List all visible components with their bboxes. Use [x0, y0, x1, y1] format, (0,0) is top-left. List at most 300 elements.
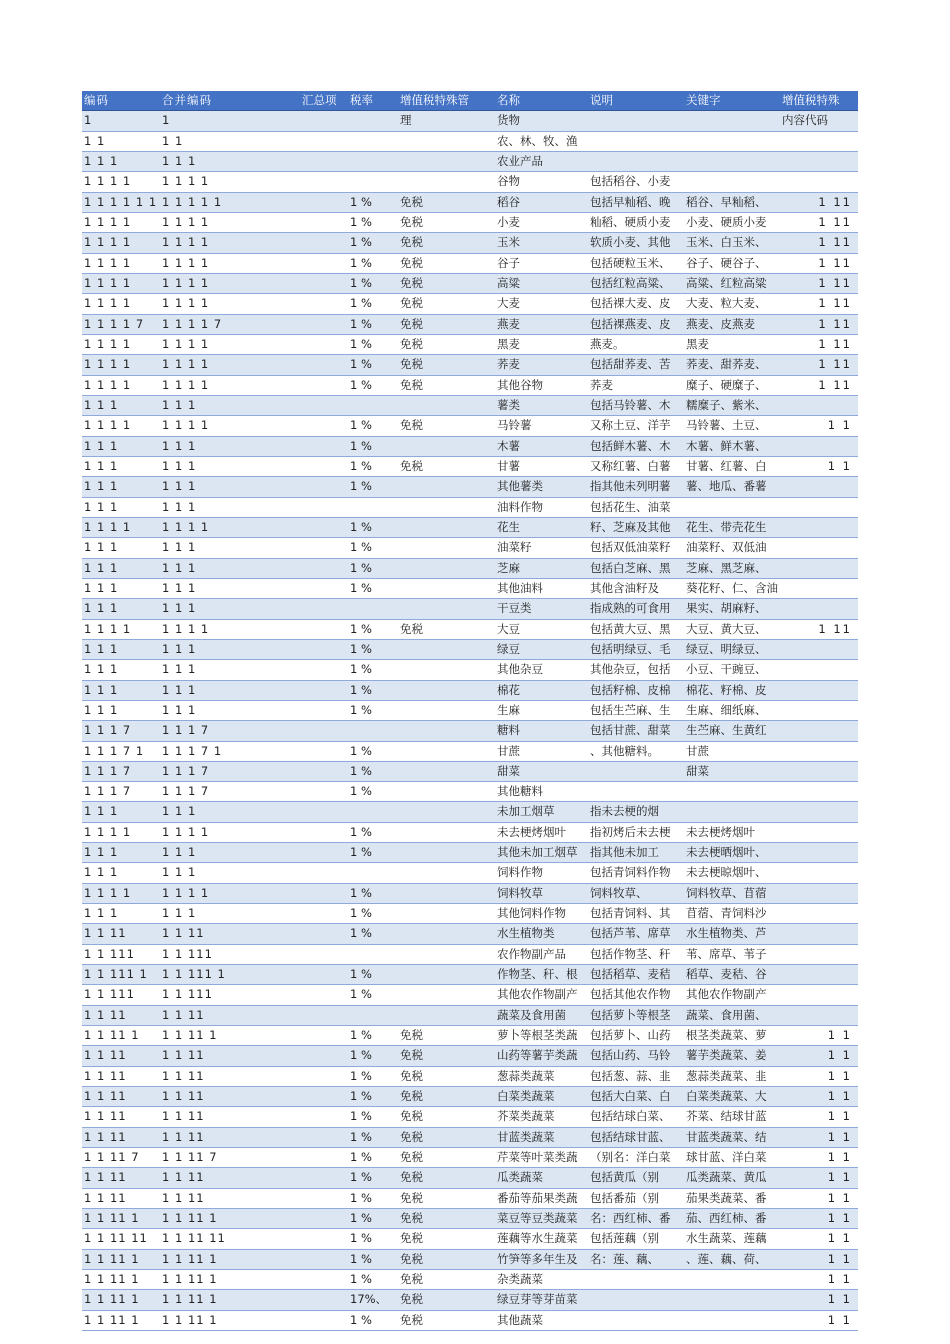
cell-name[interactable]: 大麦 [497, 296, 520, 311]
cell-merge-code[interactable]: 1 1 11 [162, 1190, 205, 1205]
cell-merge-code[interactable]: 1 1 1 [162, 580, 197, 595]
cell-keyword[interactable]: 甘薯、红薯、白 [686, 458, 767, 473]
cell-name[interactable]: 其他油料 [497, 580, 543, 595]
cell-code[interactable]: 1 [84, 113, 93, 128]
table-row[interactable] [82, 965, 858, 985]
cell-name[interactable]: 高粱 [497, 275, 520, 290]
cell-name[interactable]: 番茄等茄果类蔬 [497, 1190, 578, 1205]
cell-vat-special[interactable]: 免税 [400, 1109, 423, 1124]
cell-merge-code[interactable]: 1 1 1 1 [162, 357, 210, 372]
cell-keyword[interactable]: 糜子、硬糜子、 [686, 377, 767, 392]
cell-merge-code[interactable]: 1 1 1 [162, 153, 197, 168]
cell-code[interactable]: 1 1 11 [84, 1007, 127, 1022]
cell-description[interactable]: 包括硬粒玉米、 [590, 255, 671, 270]
cell-merge-code[interactable]: 1 1 1 [162, 682, 197, 697]
cell-code[interactable]: 1 1 11 1 [84, 1028, 140, 1043]
table-row[interactable] [82, 1229, 858, 1249]
cell-code[interactable]: 1 1 11 [84, 1068, 127, 1083]
cell-name[interactable]: 其他杂豆 [497, 662, 543, 677]
cell-keyword[interactable]: 瓜类蔬菜、黄瓜 [686, 1170, 767, 1185]
cell-code[interactable]: 1 1 1 [84, 865, 119, 880]
cell-name[interactable]: 饲料牧草 [497, 885, 543, 900]
cell-keyword[interactable]: 油菜籽、双低油 [686, 540, 767, 555]
cell-keyword[interactable]: 果实、胡麻籽、 [686, 601, 767, 616]
cell-keyword[interactable]: 未去梗烤烟叶 [686, 824, 755, 839]
table-row[interactable] [82, 396, 858, 416]
cell-tax-rate[interactable]: 1 % [350, 275, 372, 290]
cell-name[interactable]: 其他谷物 [497, 377, 543, 392]
cell-merge-code[interactable]: 1 1 11 [162, 1048, 205, 1063]
cell-name[interactable]: 瓜类蔬菜 [497, 1170, 543, 1185]
cell-description[interactable]: 包括双低油菜籽 [590, 540, 671, 555]
cell-name[interactable]: 山药等薯芋类蔬 [497, 1048, 578, 1063]
cell-description[interactable]: 包括红粒高粱、 [590, 275, 671, 290]
cell-merge-code[interactable]: 1 1 1 [162, 397, 197, 412]
cell-keyword[interactable]: 芥菜、结球甘蓝 [686, 1109, 767, 1124]
table-row[interactable] [82, 1128, 858, 1148]
cell-merge-code[interactable]: 1 1 1 1 [162, 519, 210, 534]
cell-keyword[interactable]: 稻草、麦秸、谷 [686, 967, 767, 982]
cell-description[interactable]: 指未去梗的烟 [590, 804, 659, 819]
cell-tax-rate[interactable]: 1 % [350, 967, 372, 982]
cell-merge-code[interactable]: 1 1 1 [162, 906, 197, 921]
cell-name[interactable]: 其他饲料作物 [497, 906, 566, 921]
cell-code[interactable]: 1 1 11 [84, 1170, 127, 1185]
cell-description[interactable]: 包括大白菜、白 [590, 1089, 671, 1104]
cell-vat-special[interactable]: 免税 [400, 1048, 423, 1063]
cell-merge-code[interactable]: 1 1 11 1 [162, 1292, 218, 1307]
table-row[interactable] [82, 1006, 858, 1026]
cell-merge-code[interactable]: 1 1 1 [162, 438, 197, 453]
table-row[interactable] [82, 335, 858, 355]
cell-keyword[interactable]: 茄、西红柿、番 [686, 1211, 767, 1226]
cell-name[interactable]: 小麦 [497, 214, 520, 229]
header-keyword[interactable]: 关键字 [686, 93, 721, 107]
cell-vat-special[interactable]: 免税 [400, 1129, 423, 1144]
cell-code[interactable]: 1 1 1 1 [84, 519, 132, 534]
cell-description[interactable]: 其他杂豆，包括 [590, 662, 671, 677]
cell-name[interactable]: 其他未加工烟草 [497, 845, 578, 860]
cell-tax-rate[interactable]: 1 % [350, 418, 372, 433]
cell-code[interactable]: 1 1 1 [84, 804, 119, 819]
cell-keyword[interactable]: 薯芋类蔬菜、姜 [686, 1048, 767, 1063]
cell-description[interactable]: 包括籽棉、皮棉 [590, 682, 671, 697]
cell-merge-code[interactable]: 1 1 1 1 [162, 275, 210, 290]
cell-keyword[interactable]: 稻谷、早籼稻、 [686, 194, 767, 209]
cell-tax-rate[interactable]: 1 % [350, 1150, 372, 1165]
cell-merge-code[interactable]: 1 1 1 1 [162, 255, 210, 270]
cell-vat-special[interactable]: 免税 [400, 1089, 423, 1104]
cell-vat-code-value[interactable]: 1 11 [818, 296, 852, 311]
header-summary[interactable]: 汇总项 [302, 93, 337, 107]
cell-merge-code[interactable]: 1 1 1 [162, 845, 197, 860]
cell-code[interactable]: 1 1 1 1 [84, 357, 132, 372]
cell-description[interactable]: 包括明绿豆、毛 [590, 641, 671, 656]
cell-code[interactable]: 1 1 1 [84, 682, 119, 697]
cell-merge-code[interactable]: 1 1 1 [162, 601, 197, 616]
cell-description[interactable]: 包括结球白菜、 [590, 1109, 671, 1124]
cell-code[interactable]: 1 1 1 7 [84, 763, 132, 778]
table-row[interactable] [82, 1148, 858, 1168]
cell-description[interactable]: 包括其他农作物 [590, 987, 671, 1002]
cell-name[interactable]: 黑麦 [497, 336, 520, 351]
cell-merge-code[interactable]: 1 1 1 [162, 641, 197, 656]
table-row[interactable] [82, 579, 858, 599]
table-row[interactable] [82, 1107, 858, 1127]
cell-keyword[interactable]: 、莲、藕、荷、 [686, 1251, 767, 1266]
cell-tax-rate[interactable]: 17%、 [350, 1292, 388, 1307]
cell-description[interactable]: 指初烤后未去梗 [590, 824, 671, 839]
cell-vat-special[interactable]: 免税 [400, 1068, 423, 1083]
cell-tax-rate[interactable]: 1 % [350, 1211, 372, 1226]
table-row[interactable] [82, 843, 858, 863]
table-row[interactable] [82, 518, 858, 538]
table-row[interactable] [82, 863, 858, 883]
cell-name[interactable]: 甘蓝类蔬菜 [497, 1129, 555, 1144]
cell-merge-code[interactable]: 1 1 1 1 [162, 824, 210, 839]
cell-vat-special[interactable]: 免税 [400, 214, 423, 229]
cell-tax-rate[interactable]: 1 % [350, 1190, 372, 1205]
cell-description[interactable]: 包括结球甘蓝、 [590, 1129, 671, 1144]
cell-code[interactable]: 1 1 11 1 [84, 1211, 140, 1226]
table-row[interactable] [82, 457, 858, 477]
table-row[interactable] [82, 599, 858, 619]
cell-keyword[interactable]: 未去梗晒烟叶、 [686, 845, 767, 860]
cell-code[interactable]: 1 1 1 1 1 1 [84, 194, 158, 209]
cell-merge-code[interactable]: 1 1 11 1 [162, 1211, 218, 1226]
cell-name[interactable]: 芝麻 [497, 560, 520, 575]
cell-description[interactable]: 包括山药、马铃 [590, 1048, 671, 1063]
cell-code[interactable]: 1 1 1 [84, 702, 119, 717]
table-row[interactable] [82, 477, 858, 497]
cell-keyword[interactable]: 高粱、红粒高粱 [686, 275, 767, 290]
cell-keyword[interactable]: 未去梗晾烟叶、 [686, 865, 767, 880]
table-row[interactable] [82, 132, 858, 152]
cell-tax-rate[interactable]: 1 % [350, 845, 372, 860]
cell-vat-code-value[interactable]: 1 1 [827, 1231, 852, 1246]
cell-merge-code[interactable]: 1 1 1 [162, 702, 197, 717]
table-row[interactable] [82, 904, 858, 924]
table-row[interactable] [82, 1311, 858, 1331]
cell-name[interactable]: 未去梗烤烟叶 [497, 824, 566, 839]
cell-keyword[interactable]: 甘蔗 [686, 743, 709, 758]
cell-tax-rate[interactable]: 1 % [350, 194, 372, 209]
table-row[interactable] [82, 660, 858, 680]
table-row[interactable] [82, 762, 858, 782]
cell-merge-code[interactable]: 1 1 111 [162, 946, 213, 961]
cell-tax-rate[interactable]: 1 % [350, 682, 372, 697]
cell-tax-rate[interactable]: 1 % [350, 296, 372, 311]
table-row[interactable] [82, 315, 858, 335]
cell-merge-code[interactable]: 1 1 1 [162, 865, 197, 880]
cell-tax-rate[interactable]: 1 % [350, 1170, 372, 1185]
cell-tax-rate[interactable]: 1 % [350, 1109, 372, 1124]
cell-tax-rate[interactable]: 1 % [350, 235, 372, 250]
cell-code[interactable]: 1 1 1 7 1 [84, 743, 145, 758]
table-row[interactable] [82, 213, 858, 233]
cell-tax-rate[interactable]: 1 % [350, 580, 372, 595]
table-row[interactable] [82, 924, 858, 944]
table-row[interactable] [82, 1046, 858, 1066]
cell-keyword[interactable]: 小麦、硬质小麦 [686, 214, 767, 229]
cell-name[interactable]: 菜豆等豆类蔬菜 [497, 1211, 578, 1226]
table-row[interactable] [82, 985, 858, 1005]
cell-code[interactable]: 1 1 11 1 [84, 1312, 140, 1327]
cell-vat-code-value[interactable]: 1 11 [818, 377, 852, 392]
cell-name[interactable]: 杂类蔬菜 [497, 1272, 543, 1287]
cell-code[interactable]: 1 1 1 [84, 906, 119, 921]
cell-description[interactable]: 包括裸燕麦、皮 [590, 316, 671, 331]
cell-merge-code[interactable]: 1 1 11 [162, 1089, 205, 1104]
cell-merge-code[interactable]: 1 1 1 1 [162, 235, 210, 250]
cell-name[interactable]: 甘蔗 [497, 743, 520, 758]
cell-code[interactable]: 1 1 1 1 [84, 336, 132, 351]
cell-merge-code[interactable]: 1 1 11 [162, 926, 205, 941]
cell-merge-code[interactable]: 1 1 1 7 [162, 763, 210, 778]
cell-vat-special[interactable]: 免税 [400, 255, 423, 270]
cell-description[interactable]: 包括番茄（别 [590, 1190, 659, 1205]
table-row[interactable] [82, 437, 858, 457]
table-row[interactable] [82, 559, 858, 579]
table-row[interactable] [82, 538, 858, 558]
cell-tax-rate[interactable]: 1 % [350, 824, 372, 839]
table-row[interactable] [82, 254, 858, 274]
header-merge-code[interactable]: 合并编码 [162, 93, 212, 107]
cell-tax-rate[interactable]: 1 % [350, 1089, 372, 1104]
cell-merge-code[interactable]: 1 1 1 1 1 [162, 194, 223, 209]
cell-vat-code-value[interactable]: 1 1 [827, 1028, 852, 1043]
cell-merge-code[interactable]: 1 1 11 [162, 1170, 205, 1185]
cell-merge-code[interactable]: 1 [162, 113, 171, 128]
cell-vat-code-value[interactable]: 1 1 [827, 1292, 852, 1307]
cell-vat-code-value[interactable]: 1 1 [827, 1312, 852, 1327]
table-row[interactable] [82, 1067, 858, 1087]
cell-vat-special[interactable]: 免税 [400, 1251, 423, 1266]
cell-description[interactable]: 包括白芝麻、黑 [590, 560, 671, 575]
cell-keyword[interactable]: 黑麦 [686, 336, 709, 351]
cell-name[interactable]: 干豆类 [497, 601, 532, 616]
table-row[interactable] [82, 620, 858, 640]
cell-tax-rate[interactable]: 1 % [350, 255, 372, 270]
table-row[interactable] [82, 1270, 858, 1290]
table-row[interactable] [82, 721, 858, 741]
cell-merge-code[interactable]: 1 1 11 11 [162, 1231, 226, 1246]
cell-tax-rate[interactable]: 1 % [350, 743, 372, 758]
cell-vat-special[interactable]: 免税 [400, 1231, 423, 1246]
cell-description[interactable]: 包括芦苇、席草 [590, 926, 671, 941]
cell-keyword[interactable]: 糯糜子、紫米、 [686, 397, 767, 412]
cell-tax-rate[interactable]: 1 % [350, 519, 372, 534]
cell-description[interactable]: 包括黄大豆、黑 [590, 621, 671, 636]
cell-description[interactable]: 包括甜荞麦、苦 [590, 357, 671, 372]
cell-keyword[interactable]: 甜菜 [686, 763, 709, 778]
cell-merge-code[interactable]: 1 1 1 7 [162, 784, 210, 799]
cell-vat-code-value[interactable]: 1 11 [818, 621, 852, 636]
cell-vat-special[interactable]: 免税 [400, 1150, 423, 1165]
cell-name[interactable]: 花生 [497, 519, 520, 534]
cell-name[interactable]: 葱蒜类蔬菜 [497, 1068, 555, 1083]
cell-vat-code-value[interactable]: 1 1 [827, 458, 852, 473]
cell-vat-code-value[interactable]: 1 11 [818, 336, 852, 351]
table-row[interactable] [82, 1250, 858, 1270]
table-row[interactable] [82, 294, 858, 314]
cell-tax-rate[interactable]: 1 % [350, 1312, 372, 1327]
table-row[interactable] [82, 193, 858, 213]
cell-merge-code[interactable]: 1 1 1 [162, 540, 197, 555]
table-row[interactable] [82, 742, 858, 762]
cell-description[interactable]: 指其他未加工 [590, 845, 659, 860]
cell-vat-code-value[interactable]: 1 11 [818, 194, 852, 209]
table-row[interactable] [82, 172, 858, 192]
table-row[interactable] [82, 640, 858, 660]
table-row[interactable] [82, 823, 858, 843]
table-row[interactable] [82, 233, 858, 253]
table-row[interactable] [82, 1209, 858, 1229]
table-row[interactable] [82, 274, 858, 294]
cell-tax-rate[interactable]: 1 % [350, 1048, 372, 1063]
cell-code[interactable]: 1 1 1 1 [84, 824, 132, 839]
cell-tax-rate[interactable]: 1 % [350, 885, 372, 900]
cell-merge-code[interactable]: 1 1 11 [162, 1068, 205, 1083]
cell-code[interactable]: 1 1 1 [84, 499, 119, 514]
cell-description[interactable]: 名：莲、藕、 [590, 1251, 659, 1266]
cell-vat-code-value[interactable]: 1 11 [818, 316, 852, 331]
cell-tax-rate[interactable]: 1 % [350, 458, 372, 473]
cell-vat-code-value[interactable]: 1 11 [818, 255, 852, 270]
cell-keyword[interactable]: 绿豆、明绿豆、 [686, 641, 767, 656]
cell-description[interactable]: 指成熟的可食用 [590, 601, 671, 616]
cell-tax-rate[interactable]: 1 % [350, 479, 372, 494]
cell-name[interactable]: 谷物 [497, 174, 520, 189]
cell-name[interactable]: 燕麦 [497, 316, 520, 331]
cell-code[interactable]: 1 1 1 1 [84, 885, 132, 900]
header-name[interactable]: 名称 [497, 93, 520, 107]
cell-vat-special[interactable]: 免税 [400, 1170, 423, 1185]
cell-code[interactable]: 1 1 11 [84, 926, 127, 941]
table-row[interactable] [82, 945, 858, 965]
cell-keyword[interactable]: 棉花、籽棉、皮 [686, 682, 767, 697]
cell-tax-rate[interactable]: 1 % [350, 702, 372, 717]
cell-merge-code[interactable]: 1 1 11 [162, 1129, 205, 1144]
cell-name[interactable]: 货物 [497, 113, 520, 128]
cell-code[interactable]: 1 1 1 1 [84, 174, 132, 189]
cell-code[interactable]: 1 1 11 1 [84, 1272, 140, 1287]
cell-code[interactable]: 1 1 11 [84, 1089, 127, 1104]
cell-vat-special[interactable]: 免税 [400, 357, 423, 372]
cell-description[interactable]: 籽、芝麻及其他 [590, 519, 671, 534]
cell-description[interactable]: 包括葱、蒜、韭 [590, 1068, 671, 1083]
cell-vat-special[interactable]: 免税 [400, 1190, 423, 1205]
cell-keyword[interactable]: 小豆、干豌豆、 [686, 662, 767, 677]
cell-description[interactable]: 又称红薯、白薯 [590, 458, 671, 473]
cell-code[interactable]: 1 1 1 1 [84, 214, 132, 229]
cell-description[interactable]: 包括裸大麦、皮 [590, 296, 671, 311]
cell-description[interactable]: 包括青饲料作物 [590, 865, 671, 880]
cell-code[interactable]: 1 1 1 1 [84, 418, 132, 433]
cell-merge-code[interactable]: 1 1 1 [162, 479, 197, 494]
cell-merge-code[interactable]: 1 1 1 [162, 662, 197, 677]
cell-name[interactable]: 竹笋等多年生及 [497, 1251, 578, 1266]
cell-merge-code[interactable]: 1 1 1 1 [162, 296, 210, 311]
cell-name[interactable]: 萝卜等根茎类蔬 [497, 1028, 578, 1043]
cell-code[interactable]: 1 1 11 1 [84, 1292, 140, 1307]
cell-vat-code-value[interactable]: 1 1 [827, 1068, 852, 1083]
cell-code[interactable]: 1 1 1 7 [84, 723, 132, 738]
header-vat-special[interactable]: 增值税特殊管 [400, 93, 469, 107]
cell-vat-code-value[interactable]: 1 1 [827, 1251, 852, 1266]
table-row[interactable] [82, 1189, 858, 1209]
table-row[interactable] [82, 782, 858, 802]
cell-vat-code-value[interactable]: 1 1 [827, 1109, 852, 1124]
cell-merge-code[interactable]: 1 1 1 7 1 [162, 743, 223, 758]
cell-merge-code[interactable]: 1 1 1 [162, 499, 197, 514]
cell-keyword[interactable]: 苜蓿、青饲料沙 [686, 906, 767, 921]
cell-code[interactable]: 1 1 1 [84, 397, 119, 412]
cell-name[interactable]: 水生植物类 [497, 926, 555, 941]
cell-name[interactable]: 芥菜类蔬菜 [497, 1109, 555, 1124]
cell-description[interactable]: 包括稻谷、小麦 [590, 174, 671, 189]
cell-description[interactable]: 又称土豆、洋芋 [590, 418, 671, 433]
cell-tax-rate[interactable]: 1 % [350, 438, 372, 453]
cell-code[interactable]: 1 1 1 [84, 580, 119, 595]
cell-code[interactable]: 1 1 11 1 [84, 1251, 140, 1266]
cell-merge-code[interactable]: 1 1 1 [162, 458, 197, 473]
cell-vat-code-value[interactable]: 1 11 [818, 235, 852, 250]
cell-vat-special[interactable]: 免税 [400, 377, 423, 392]
cell-code[interactable]: 1 1 1 [84, 560, 119, 575]
cell-name[interactable]: 未加工烟草 [497, 804, 555, 819]
cell-name[interactable]: 其他蔬菜 [497, 1312, 543, 1327]
cell-name[interactable]: 作物茎、秆、根 [497, 967, 578, 982]
cell-keyword[interactable]: 球甘蓝、洋白菜 [686, 1150, 767, 1165]
cell-vat-special[interactable]: 免税 [400, 336, 423, 351]
cell-name[interactable]: 甘薯 [497, 458, 520, 473]
cell-merge-code[interactable]: 1 1 11 1 [162, 1312, 218, 1327]
cell-tax-rate[interactable]: 1 % [350, 316, 372, 331]
cell-code[interactable]: 1 1 111 1 [84, 967, 148, 982]
cell-code[interactable]: 1 1 1 1 [84, 377, 132, 392]
cell-vat-special[interactable]: 免税 [400, 458, 423, 473]
cell-code[interactable]: 1 1 1 1 [84, 255, 132, 270]
cell-name[interactable]: 稻谷 [497, 194, 520, 209]
cell-vat-code-value[interactable]: 1 1 [827, 1089, 852, 1104]
cell-keyword[interactable]: 其他农作物副产 [686, 987, 767, 1002]
cell-merge-code[interactable]: 1 1 11 [162, 1109, 205, 1124]
cell-vat-special[interactable]: 免税 [400, 296, 423, 311]
header-vat-code[interactable]: 增值税特殊 [782, 93, 840, 107]
cell-description[interactable]: 软质小麦、其他 [590, 235, 671, 250]
cell-vat-special[interactable]: 免税 [400, 235, 423, 250]
cell-keyword[interactable]: 生麻、细纸麻、 [686, 702, 767, 717]
cell-code[interactable]: 1 1 1 7 [84, 784, 132, 799]
table-row[interactable] [82, 376, 858, 396]
cell-name[interactable]: 马铃薯 [497, 418, 532, 433]
cell-keyword[interactable]: 大豆、黄大豆、 [686, 621, 767, 636]
cell-description[interactable]: （别名：洋白菜 [590, 1150, 671, 1165]
cell-tax-rate[interactable]: 1 % [350, 1129, 372, 1144]
cell-name[interactable]: 薯类 [497, 397, 520, 412]
cell-code[interactable]: 1 1 11 7 [84, 1150, 140, 1165]
cell-tax-rate[interactable]: 1 % [350, 1231, 372, 1246]
cell-code[interactable]: 1 1 1 [84, 540, 119, 555]
cell-code[interactable]: 1 1 11 [84, 1109, 127, 1124]
cell-description[interactable]: 包括萝卜等根茎 [590, 1007, 671, 1022]
cell-tax-rate[interactable]: 1 % [350, 560, 372, 575]
cell-merge-code[interactable]: 1 1 11 1 [162, 1272, 218, 1287]
cell-code[interactable]: 1 1 1 1 [84, 621, 132, 636]
cell-keyword[interactable]: 谷子、硬谷子、 [686, 255, 767, 270]
cell-keyword[interactable]: 荞麦、甜荞麦、 [686, 357, 767, 372]
